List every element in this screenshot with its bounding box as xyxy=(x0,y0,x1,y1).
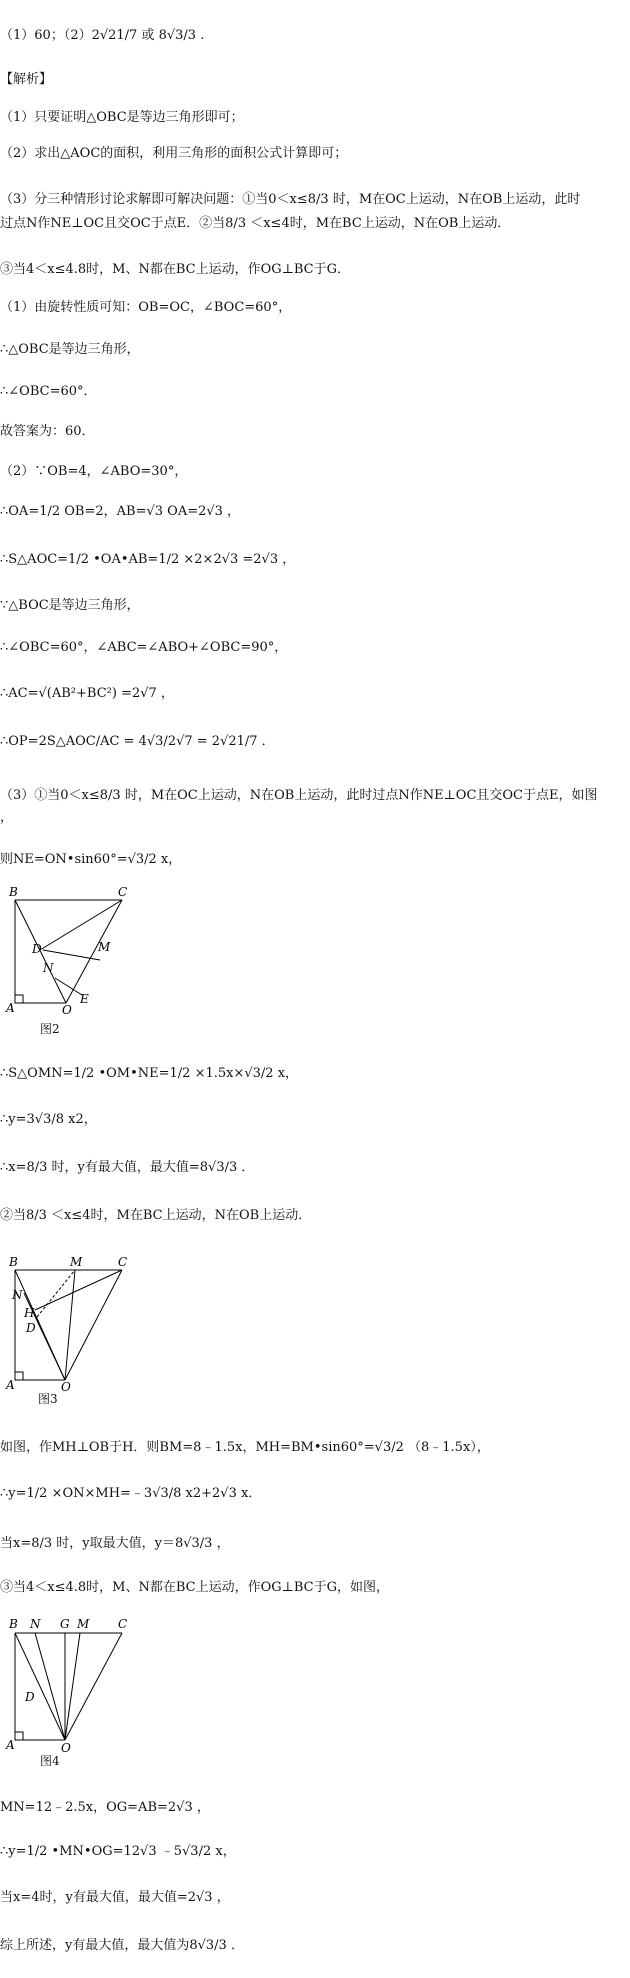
figure-4-caption: 图4 xyxy=(40,1754,60,1768)
solution-3-line-2: 则NE=ON•sin60°=√3/2 x， xyxy=(0,852,182,867)
fig2-point-e: E xyxy=(80,992,89,1006)
analysis-line-1: （1）只要证明△OBC是等边三角形即可； xyxy=(0,110,244,125)
fig3-point-b: B xyxy=(9,1255,18,1269)
solution-1-line-1: （1）由旋转性质可知：OB=OC，∠BOC=60°， xyxy=(0,300,292,315)
solution-2-line-5: ∴∠OBC=60°，∠ABC=∠ABO+∠OBC=90°， xyxy=(0,640,288,655)
solution-3-line-3: ∴S△OMN=1/2 •OM•NE=1/2 ×1.5x×√3/2 x， xyxy=(0,1066,299,1081)
solution-1-answer: 故答案为：60． xyxy=(0,424,95,439)
conclusion-line: 综上所述，y有最大值，最大值为8√3/3 ． xyxy=(0,1938,244,1953)
fig4-point-b: B xyxy=(9,1617,18,1631)
fig3-point-h: H xyxy=(24,1306,35,1320)
solution-3-line-1: （3）①当0＜x≤8/3 时，M在OC上运动，N在OB上运动，此时过点N作NE⊥OC且交OC于点E，如图 xyxy=(0,788,598,803)
solution-2-line-3: ∴S△AOC=1/2 •OA•AB=1/2 ×2×2√3 =2√3 ， xyxy=(0,552,296,567)
solution-2-line-4: ∵△BOC是等边三角形， xyxy=(0,598,140,613)
answer-line: （1）60；（2）2√21/7 或 8√3/3 . xyxy=(0,28,205,43)
fig4-point-o: O xyxy=(61,1741,71,1755)
solution-3-line-6: ②当8/3 ＜x≤4时，M在BC上运动，N在OB上运动． xyxy=(0,1208,312,1223)
fig2-point-a: A xyxy=(6,1001,15,1015)
fig2-point-b: B xyxy=(9,885,18,899)
fig4-point-m: M xyxy=(77,1617,90,1631)
fig4-point-g: G xyxy=(60,1617,70,1631)
solution-3-line-5: ∴x=8/3 时，y有最大值，最大值=8√3/3 ． xyxy=(0,1160,255,1175)
solution-3-line-7: 如图，作MH⊥OB于H．则BM=8﹣1.5x，MH=BM•sin60°=√3/2 （8﹣1.5x）， xyxy=(0,1440,490,1455)
figure-3-caption: 图3 xyxy=(38,1392,58,1406)
analysis-line-3a: （3）分三种情形讨论求解即可解决问题：①当0＜x≤8/3 时，M在OC上运动，N在OB上运动，此时 xyxy=(0,192,581,207)
fig2-point-n: N xyxy=(43,961,54,975)
solution-1-line-2: ∴△OBC是等边三角形， xyxy=(0,342,140,357)
fig2-point-o: O xyxy=(62,1003,72,1015)
fig3-point-o: O xyxy=(61,1380,71,1394)
solution-2-line-2: ∴OA=1/2 OB=2，AB=√3 OA=2√3 ， xyxy=(0,504,241,519)
solution-1-line-3: ∴∠OBC=60°． xyxy=(0,384,97,399)
fig4-point-n: N xyxy=(30,1617,41,1631)
solution-2-line-6: ∴AC=√(AB²+BC²) =2√7 ， xyxy=(0,686,174,701)
solution-3-line-10: ③当4＜x≤4.8时，M、N都在BC上运动，作OG⊥BC于G，如图， xyxy=(0,1580,389,1595)
solution-3-line-9: 当x=8/3 时，y取最大值，y＝8√3/3 ， xyxy=(0,1536,230,1551)
analysis-line-3b: 过点N作NE⊥OC且交OC于点E．②当8/3 ＜x≤4时，M在BC上运动，N在OB上运动． xyxy=(0,216,511,231)
fig2-point-c: C xyxy=(118,885,128,899)
figure-3 xyxy=(0,1255,140,1399)
solution-2-line-1: （2）∵OB=4，∠ABO=30°， xyxy=(0,464,188,479)
analysis-line-2: （2）求出△AOC的面积，利用三角形的面积公式计算即可； xyxy=(0,146,348,161)
analysis-line-3c: ③当4＜x≤4.8时，M、N都在BC上运动，作OG⊥BC于G． xyxy=(0,262,350,277)
solution-3-line-4: ∴y=3√3/8 x2， xyxy=(0,1112,97,1127)
figure-4 xyxy=(0,1615,140,1759)
analysis-heading: 【解析】 xyxy=(0,72,53,87)
figure-2 xyxy=(0,885,140,1019)
fig2-point-d: D xyxy=(32,942,42,956)
solution-3-line-12: ∴y=1/2 •MN•OG=12√3 ﹣5√3/2 x， xyxy=(0,1844,236,1859)
fig4-point-d: D xyxy=(25,1690,35,1704)
solution-3-line-13: 当x=4时，y有最大值，最大值=2√3 ， xyxy=(0,1890,230,1905)
fig3-point-c: C xyxy=(118,1255,128,1269)
fig4-point-c: C xyxy=(118,1617,128,1631)
solution-3-line-8: ∴y=1/2 ×ON×MH=﹣3√3/8 x2+2√3 x． xyxy=(0,1486,262,1501)
solution-2-line-7: ∴OP=2S△AOC/AC = 4√3/2√7 = 2√21/7 ． xyxy=(0,734,275,749)
fig2-point-m: M xyxy=(98,940,111,954)
fig3-point-a: A xyxy=(6,1378,15,1392)
solution-3-line-1-cont: ， xyxy=(0,810,14,825)
fig3-point-n: N xyxy=(12,1288,23,1302)
solution-3-line-11: MN=12﹣2.5x，OG=AB=2√3 ， xyxy=(0,1800,210,1815)
fig4-point-a: A xyxy=(6,1738,15,1752)
fig3-point-m: M xyxy=(70,1255,83,1269)
figure-2-caption: 图2 xyxy=(40,1022,60,1036)
fig3-point-d: D xyxy=(26,1321,36,1335)
